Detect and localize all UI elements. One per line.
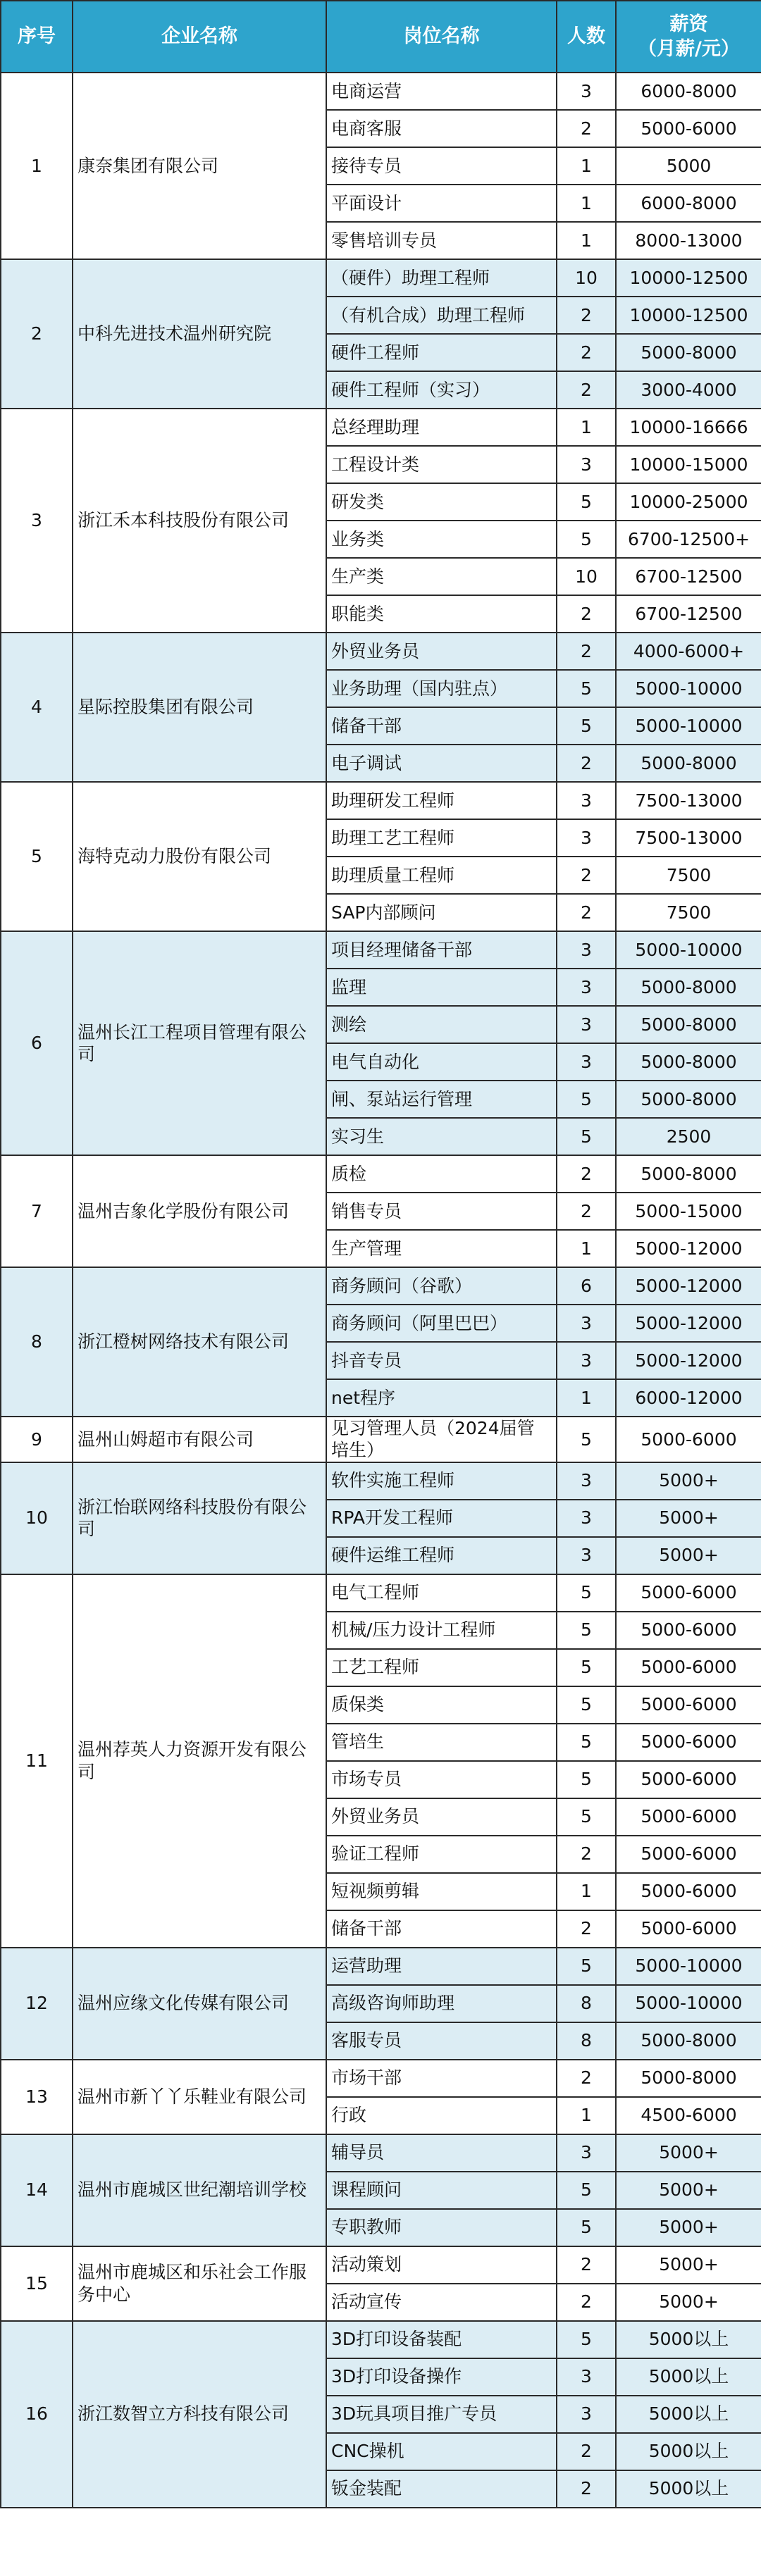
headcount: 6	[557, 1267, 616, 1305]
header-position: 岗位名称	[326, 1, 557, 73]
headcount: 5	[557, 1612, 616, 1649]
salary-range: 5000-6000	[616, 1417, 761, 1462]
table-row	[1, 2060, 761, 2097]
headcount: 2	[557, 1155, 616, 1193]
salary-range: 5000-8000	[616, 1081, 761, 1118]
salary-range: 7500	[616, 857, 761, 894]
headcount: 1	[557, 1379, 616, 1417]
headcount: 10	[557, 558, 616, 595]
table-row	[1, 1155, 761, 1193]
headcount: 3	[557, 969, 616, 1006]
company-index: 10	[1, 1462, 73, 1574]
company-name: 温州吉象化学股份有限公司	[73, 1155, 326, 1267]
headcount: 5	[557, 1417, 616, 1462]
company-index: 9	[1, 1417, 73, 1462]
header-index: 序号	[1, 1, 73, 73]
headcount: 3	[557, 1500, 616, 1537]
salary-range: 5000-12000	[616, 1230, 761, 1267]
salary-range: 8000-13000	[616, 222, 761, 259]
position-title: 生产类	[326, 558, 557, 595]
table-row	[1, 1574, 761, 1612]
company-name: 温州应缘文化传媒有限公司	[73, 1948, 326, 2060]
headcount: 2	[557, 371, 616, 409]
position-title: 商务顾问（谷歌）	[326, 1267, 557, 1305]
salary-range: 5000+	[616, 2246, 761, 2284]
salary-range: 7500-13000	[616, 782, 761, 819]
position-title: 零售培训专员	[326, 222, 557, 259]
salary-range: 5000+	[616, 2209, 761, 2246]
salary-range: 5000-12000	[616, 1305, 761, 1342]
company-index: 13	[1, 2060, 73, 2134]
header-company: 企业名称	[73, 1, 326, 73]
salary-range: 5000以上	[616, 2470, 761, 2508]
headcount: 1	[557, 409, 616, 446]
company-index: 4	[1, 633, 73, 782]
salary-range: 5000-6000	[616, 1761, 761, 1798]
salary-range: 5000+	[616, 2172, 761, 2209]
position-title: 业务助理（国内驻点）	[326, 670, 557, 707]
position-title: 销售专员	[326, 1193, 557, 1230]
position-title: 课程顾问	[326, 2172, 557, 2209]
table-row	[1, 2134, 761, 2172]
salary-range: 5000-6000	[616, 1836, 761, 1873]
position-title: 短视频剪辑	[326, 1873, 557, 1910]
salary-range: 10000-12500	[616, 297, 761, 334]
position-title: 高级咨询师助理	[326, 1985, 557, 2022]
salary-range: 5000-6000	[616, 1649, 761, 1686]
salary-range: 5000-12000	[616, 1342, 761, 1379]
company-name: 温州山姆超市有限公司	[73, 1417, 326, 1462]
position-title: 电商运营	[326, 73, 557, 110]
company-name: 温州荐英人力资源开发有限公司	[73, 1574, 326, 1948]
position-title: RPA开发工程师	[326, 1500, 557, 1537]
salary-range: 7500-13000	[616, 819, 761, 857]
table-row	[1, 782, 761, 819]
headcount: 2	[557, 894, 616, 931]
headcount: 3	[557, 73, 616, 110]
salary-range: 10000-15000	[616, 446, 761, 483]
table-row	[1, 2246, 761, 2284]
headcount: 1	[557, 222, 616, 259]
salary-range: 6700-12500	[616, 595, 761, 633]
company-index: 11	[1, 1574, 73, 1948]
position-title: 运营助理	[326, 1948, 557, 1985]
position-title: 软件实施工程师	[326, 1462, 557, 1500]
position-title: 闸、泵站运行管理	[326, 1081, 557, 1118]
headcount: 2	[557, 857, 616, 894]
headcount: 3	[557, 446, 616, 483]
position-title: 质检	[326, 1155, 557, 1193]
position-title: 抖音专员	[326, 1342, 557, 1379]
salary-range: 5000以上	[616, 2396, 761, 2433]
headcount: 2	[557, 334, 616, 371]
headcount: 3	[557, 819, 616, 857]
table-row	[1, 73, 761, 110]
salary-range: 5000-8000	[616, 1155, 761, 1193]
company-name: 康奈集团有限公司	[73, 73, 326, 259]
header-count: 人数	[557, 1, 616, 73]
headcount: 5	[557, 1574, 616, 1612]
salary-range: 5000-6000	[616, 1873, 761, 1910]
headcount: 5	[557, 1798, 616, 1836]
header-row	[1, 1, 761, 73]
headcount: 5	[557, 707, 616, 745]
table-row	[1, 259, 761, 297]
position-title: 市场干部	[326, 2060, 557, 2097]
salary-range: 5000-10000	[616, 707, 761, 745]
position-title: 工程设计类	[326, 446, 557, 483]
headcount: 5	[557, 1081, 616, 1118]
position-title: 市场专员	[326, 1761, 557, 1798]
headcount: 5	[557, 521, 616, 558]
position-title: 钣金装配	[326, 2470, 557, 2508]
company-index: 2	[1, 259, 73, 409]
headcount: 3	[557, 2358, 616, 2396]
position-title: 机械/压力设计工程师	[326, 1612, 557, 1649]
headcount: 2	[557, 1910, 616, 1948]
headcount: 2	[557, 2433, 616, 2470]
position-title: 电气自动化	[326, 1043, 557, 1081]
salary-range: 5000以上	[616, 2433, 761, 2470]
position-title: 平面设计	[326, 185, 557, 222]
headcount: 2	[557, 297, 616, 334]
position-title: 总经理助理	[326, 409, 557, 446]
salary-range: 5000-6000	[616, 1612, 761, 1649]
salary-range: 3000-4000	[616, 371, 761, 409]
headcount: 5	[557, 2209, 616, 2246]
headcount: 5	[557, 1649, 616, 1686]
salary-range: 5000-8000	[616, 2060, 761, 2097]
salary-range: 5000-6000	[616, 1798, 761, 1836]
salary-range: 6000-12000	[616, 1379, 761, 1417]
headcount: 1	[557, 1873, 616, 1910]
salary-range: 6000-8000	[616, 185, 761, 222]
position-title: 验证工程师	[326, 1836, 557, 1873]
salary-range: 7500	[616, 894, 761, 931]
company-name: 浙江怡联网络科技股份有限公司	[73, 1462, 326, 1574]
salary-range: 5000-10000	[616, 1985, 761, 2022]
position-title: 3D打印设备操作	[326, 2358, 557, 2396]
position-title: 业务类	[326, 521, 557, 558]
headcount: 5	[557, 1724, 616, 1761]
company-index: 15	[1, 2246, 73, 2321]
headcount: 3	[557, 1537, 616, 1574]
table-row	[1, 1948, 761, 1985]
company-name: 温州市鹿城区和乐社会工作服务中心	[73, 2246, 326, 2321]
company-name: 海特克动力股份有限公司	[73, 782, 326, 931]
salary-range: 5000-8000	[616, 969, 761, 1006]
headcount: 2	[557, 2284, 616, 2321]
headcount: 2	[557, 595, 616, 633]
headcount: 3	[557, 931, 616, 969]
salary-range: 5000+	[616, 1537, 761, 1574]
position-title: 硬件工程师（实习）	[326, 371, 557, 409]
position-title: 实习生	[326, 1118, 557, 1155]
salary-range: 5000以上	[616, 2321, 761, 2358]
position-title: 测绘	[326, 1006, 557, 1043]
headcount: 2	[557, 633, 616, 670]
company-name: 星际控股集团有限公司	[73, 633, 326, 782]
headcount: 5	[557, 1948, 616, 1985]
company-index: 6	[1, 931, 73, 1155]
salary-range: 5000以上	[616, 2358, 761, 2396]
position-title: 专职教师	[326, 2209, 557, 2246]
headcount: 2	[557, 1836, 616, 1873]
headcount: 2	[557, 2060, 616, 2097]
headcount: 5	[557, 1118, 616, 1155]
position-title: 硬件工程师	[326, 334, 557, 371]
position-title: 3D玩具项目推广专员	[326, 2396, 557, 2433]
position-title: 监理	[326, 969, 557, 1006]
headcount: 1	[557, 2097, 616, 2134]
position-title: 活动宣传	[326, 2284, 557, 2321]
position-title: （有机合成）助理工程师	[326, 297, 557, 334]
headcount: 1	[557, 185, 616, 222]
salary-range: 5000-6000	[616, 110, 761, 147]
table-row	[1, 633, 761, 670]
headcount: 5	[557, 670, 616, 707]
company-name: 温州长江工程项目管理有限公司	[73, 931, 326, 1155]
headcount: 8	[557, 1985, 616, 2022]
salary-range: 6000-8000	[616, 73, 761, 110]
company-name: 浙江数智立方科技有限公司	[73, 2321, 326, 2508]
table-row	[1, 931, 761, 969]
salary-range: 5000-10000	[616, 670, 761, 707]
headcount: 5	[557, 2172, 616, 2209]
salary-range: 5000-8000	[616, 334, 761, 371]
headcount: 5	[557, 1686, 616, 1724]
table-row	[1, 2321, 761, 2358]
salary-range: 4000-6000+	[616, 633, 761, 670]
salary-range: 5000-8000	[616, 745, 761, 782]
position-title: 项目经理储备干部	[326, 931, 557, 969]
salary-range: 5000+	[616, 2284, 761, 2321]
salary-range: 5000-15000	[616, 1193, 761, 1230]
company-name: 温州市新丫丫乐鞋业有限公司	[73, 2060, 326, 2134]
headcount: 1	[557, 1230, 616, 1267]
headcount: 2	[557, 2470, 616, 2508]
salary-range: 5000-6000	[616, 1724, 761, 1761]
headcount: 5	[557, 2321, 616, 2358]
headcount: 3	[557, 1305, 616, 1342]
company-index: 8	[1, 1267, 73, 1417]
position-title: 接待专员	[326, 147, 557, 185]
company-index: 12	[1, 1948, 73, 2060]
salary-range: 6700-12500	[616, 558, 761, 595]
header-salary	[616, 1, 761, 73]
position-title: 生产管理	[326, 1230, 557, 1267]
headcount: 2	[557, 1193, 616, 1230]
table-body	[1, 73, 761, 2508]
salary-range: 5000-8000	[616, 1006, 761, 1043]
salary-range: 10000-16666	[616, 409, 761, 446]
company-index: 5	[1, 782, 73, 931]
company-name: 浙江禾本科技股份有限公司	[73, 409, 326, 633]
salary-range: 5000-12000	[616, 1267, 761, 1305]
headcount: 2	[557, 110, 616, 147]
position-title: 外贸业务员	[326, 1798, 557, 1836]
headcount: 2	[557, 2246, 616, 2284]
position-title: 电气工程师	[326, 1574, 557, 1612]
position-title: 电子调试	[326, 745, 557, 782]
table-row	[1, 1417, 761, 1462]
position-title: net程序	[326, 1379, 557, 1417]
headcount: 3	[557, 1006, 616, 1043]
company-name: 浙江橙树网络技术有限公司	[73, 1267, 326, 1417]
table-row	[1, 409, 761, 446]
salary-range: 5000-6000	[616, 1686, 761, 1724]
salary-range: 5000-8000	[616, 1043, 761, 1081]
headcount: 3	[557, 2134, 616, 2172]
salary-range: 5000-6000	[616, 1910, 761, 1948]
salary-range: 5000-6000	[616, 1574, 761, 1612]
position-title: 辅导员	[326, 2134, 557, 2172]
table-row	[1, 1462, 761, 1500]
position-title: 硬件运维工程师	[326, 1537, 557, 1574]
position-title: SAP内部顾问	[326, 894, 557, 931]
position-title: 工艺工程师	[326, 1649, 557, 1686]
company-index: 14	[1, 2134, 73, 2246]
position-title: 质保类	[326, 1686, 557, 1724]
company-name: 温州市鹿城区世纪潮培训学校	[73, 2134, 326, 2246]
salary-range: 10000-12500	[616, 259, 761, 297]
header-salary-unit: （月薪/元）	[638, 38, 740, 60]
headcount: 3	[557, 1462, 616, 1500]
salary-range: 2500	[616, 1118, 761, 1155]
position-title: 见习管理人员（2024届管培生）	[326, 1417, 557, 1462]
headcount: 3	[557, 1342, 616, 1379]
headcount: 1	[557, 147, 616, 185]
position-title: 助理工艺工程师	[326, 819, 557, 857]
company-index: 3	[1, 409, 73, 633]
company-index: 7	[1, 1155, 73, 1267]
position-title: 电商客服	[326, 110, 557, 147]
table-row	[1, 1267, 761, 1305]
salary-range: 5000	[616, 147, 761, 185]
salary-range: 6700-12500+	[616, 521, 761, 558]
headcount: 8	[557, 2022, 616, 2060]
salary-range: 4500-6000	[616, 2097, 761, 2134]
position-title: 储备干部	[326, 707, 557, 745]
header-salary-title: 薪资	[669, 13, 708, 35]
headcount: 2	[557, 745, 616, 782]
salary-range: 5000-10000	[616, 931, 761, 969]
position-title: 行政	[326, 2097, 557, 2134]
salary-range: 5000-10000	[616, 1948, 761, 1985]
company-index: 16	[1, 2321, 73, 2508]
position-title: 活动策划	[326, 2246, 557, 2284]
salary-range: 5000+	[616, 1500, 761, 1537]
position-title: 研发类	[326, 483, 557, 521]
position-title: 客服专员	[326, 2022, 557, 2060]
salary-range: 5000+	[616, 1462, 761, 1500]
position-title: 外贸业务员	[326, 633, 557, 670]
position-title: CNC操机	[326, 2433, 557, 2470]
salary-range: 10000-25000	[616, 483, 761, 521]
position-title: 3D打印设备装配	[326, 2321, 557, 2358]
company-name: 中科先进技术温州研究院	[73, 259, 326, 409]
position-title: 职能类	[326, 595, 557, 633]
position-title: （硬件）助理工程师	[326, 259, 557, 297]
headcount: 3	[557, 2396, 616, 2433]
headcount: 5	[557, 1761, 616, 1798]
headcount: 3	[557, 1043, 616, 1081]
headcount: 10	[557, 259, 616, 297]
position-title: 管培生	[326, 1724, 557, 1761]
company-index: 1	[1, 73, 73, 259]
table-header	[1, 1, 761, 73]
position-title: 助理研发工程师	[326, 782, 557, 819]
headcount: 5	[557, 483, 616, 521]
salary-range: 5000+	[616, 2134, 761, 2172]
position-title: 助理质量工程师	[326, 857, 557, 894]
salary-range: 5000-8000	[616, 2022, 761, 2060]
position-title: 储备干部	[326, 1910, 557, 1948]
headcount: 3	[557, 782, 616, 819]
position-title: 商务顾问（阿里巴巴）	[326, 1305, 557, 1342]
